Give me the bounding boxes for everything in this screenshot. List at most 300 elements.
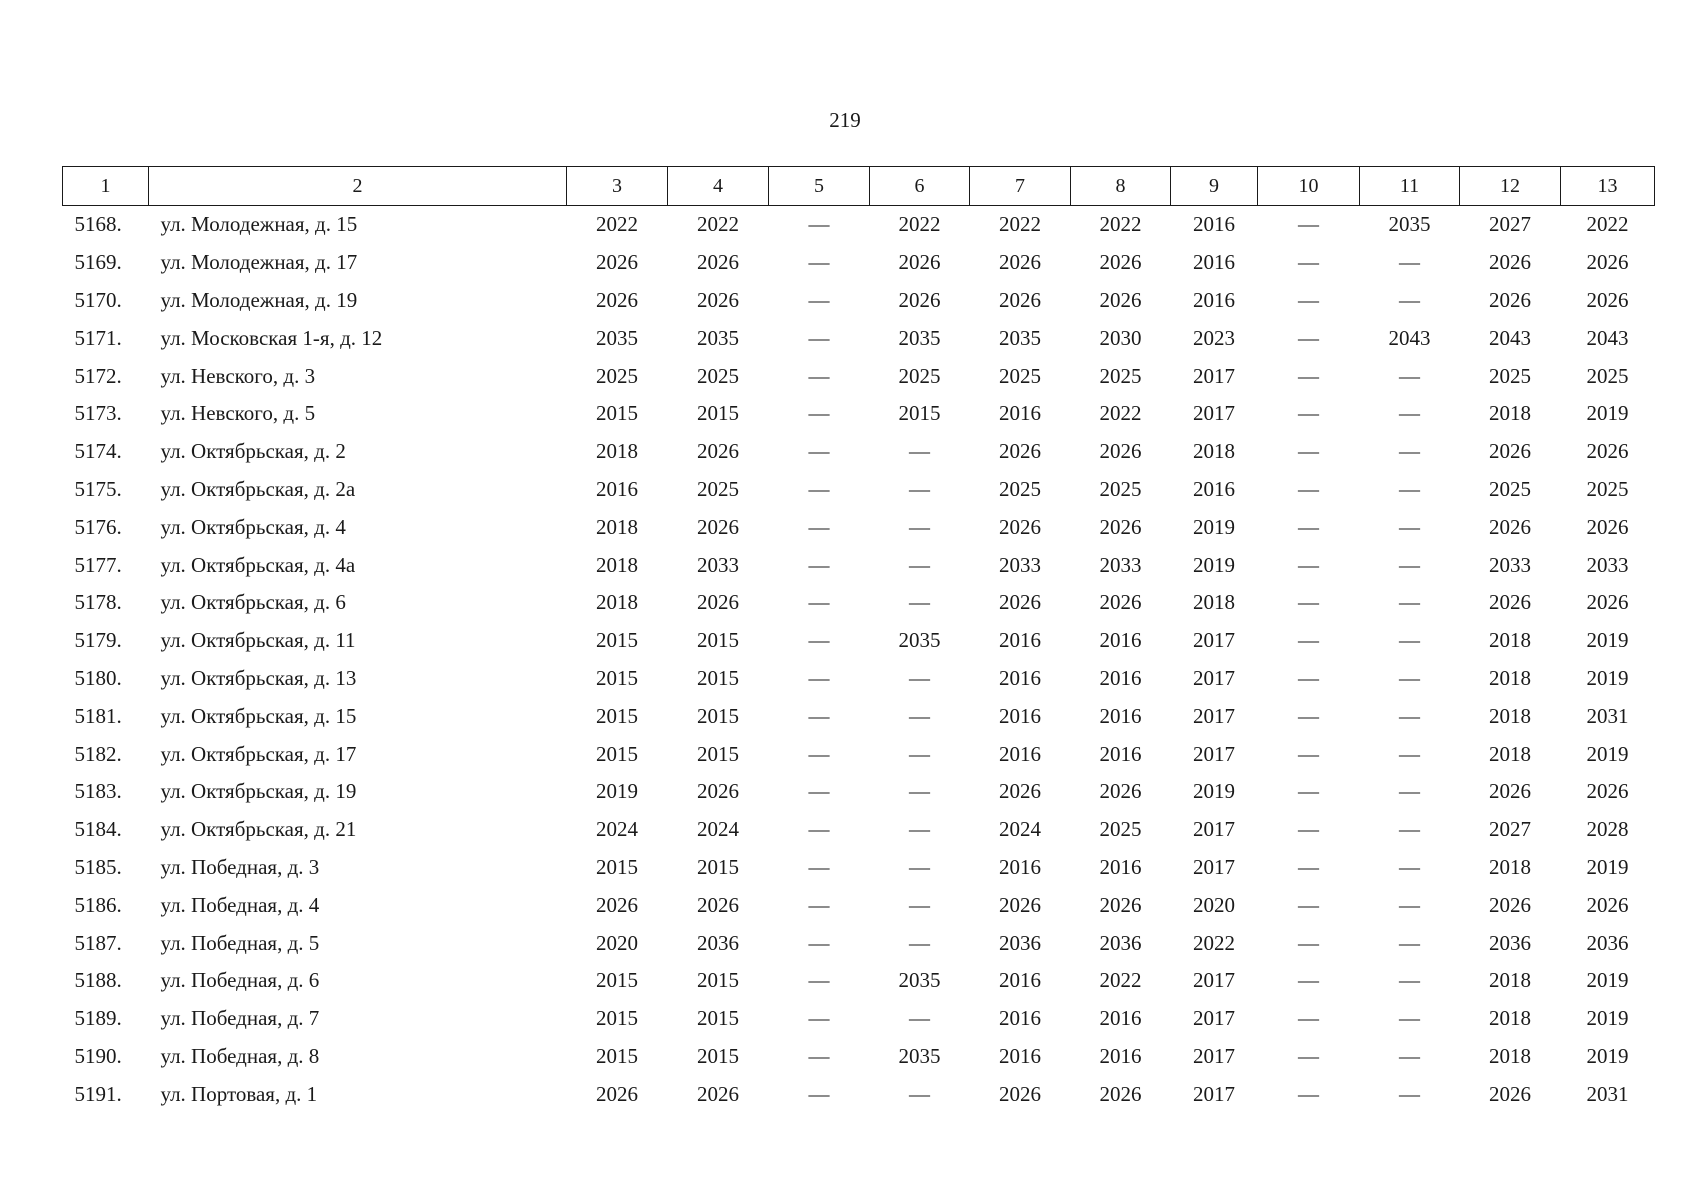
year-cell-col-12: 2025 xyxy=(1489,476,1531,501)
table-row xyxy=(63,508,1655,546)
year-cell-col-12: 2018 xyxy=(1489,401,1531,426)
year-cell-col-3: 2018 xyxy=(596,439,638,464)
year-cell-col-11: — xyxy=(1399,1006,1420,1031)
year-cell-col-6: — xyxy=(909,892,930,917)
year-cell-col-7: 2016 xyxy=(999,741,1041,766)
year-cell-col-6: — xyxy=(909,476,930,501)
year-cell-col-12: 2018 xyxy=(1489,703,1531,728)
year-cell-col-3: 2026 xyxy=(596,892,638,917)
year-cell-col-12: 2018 xyxy=(1489,741,1531,766)
year-cell-col-9: 2019 xyxy=(1193,514,1235,539)
row-number-cell: 5168. xyxy=(74,212,122,237)
year-cell-col-9: 2017 xyxy=(1193,1006,1235,1031)
year-cell-col-10: — xyxy=(1298,212,1319,237)
year-cell-col-4: 2015 xyxy=(697,1006,739,1031)
year-cell-col-6: — xyxy=(909,703,930,728)
row-number-cell: 5175. xyxy=(74,476,122,501)
year-cell-col-3: 2015 xyxy=(596,741,638,766)
year-cell-col-3: 2015 xyxy=(596,854,638,879)
year-cell-col-8: 2016 xyxy=(1099,741,1142,766)
year-cell-col-3: 2019 xyxy=(596,779,638,804)
year-cell-col-3: 2015 xyxy=(596,703,638,728)
column-header-2: 2 xyxy=(149,167,567,206)
year-cell-col-12: 2043 xyxy=(1489,325,1531,350)
row-number-cell: 5179. xyxy=(74,628,122,653)
year-cell-col-5: — xyxy=(808,590,830,615)
year-cell-col-3: 2016 xyxy=(596,476,638,501)
year-cell-col-7: 2035 xyxy=(999,325,1041,350)
address-cell: ул. Октябрьская, д. 15 xyxy=(160,703,357,728)
row-number-cell: 5190. xyxy=(74,1043,122,1068)
address-cell: ул. Невского, д. 5 xyxy=(160,401,316,426)
row-number-cell: 5174. xyxy=(74,439,122,464)
table-row xyxy=(63,206,1655,244)
table-header xyxy=(63,167,1655,206)
year-cell-col-12: 2026 xyxy=(1489,250,1531,275)
year-cell-col-12: 2026 xyxy=(1489,590,1531,615)
year-cell-col-7: 2016 xyxy=(999,1043,1041,1068)
year-cell-col-12: 2033 xyxy=(1489,552,1531,577)
year-cell-col-7: 2026 xyxy=(999,287,1041,312)
year-cell-col-7: 2016 xyxy=(999,968,1041,993)
address-cell: ул. Портовая, д. 1 xyxy=(160,1081,318,1106)
year-cell-col-8: 2026 xyxy=(1099,250,1142,275)
row-number-cell: 5188. xyxy=(74,968,122,993)
year-cell-col-10: — xyxy=(1298,439,1319,464)
year-cell-col-6: 2035 xyxy=(898,325,941,350)
year-cell-col-11: — xyxy=(1399,439,1420,464)
table-row xyxy=(63,811,1655,849)
year-cell-col-4: 2024 xyxy=(697,817,739,842)
year-cell-col-9: 2019 xyxy=(1193,779,1235,804)
address-cell: ул. Невского, д. 3 xyxy=(160,363,316,388)
year-cell-col-11: 2035 xyxy=(1388,212,1431,237)
year-cell-col-7: 2026 xyxy=(999,1081,1041,1106)
year-cell-col-10: — xyxy=(1298,363,1319,388)
year-cell-col-13: 2025 xyxy=(1586,363,1629,388)
year-cell-col-9: 2023 xyxy=(1193,325,1235,350)
address-cell: ул. Московская 1-я, д. 12 xyxy=(160,325,383,350)
address-cell: ул. Октябрьская, д. 2 xyxy=(160,439,346,464)
row-number-cell: 5184. xyxy=(74,817,122,842)
column-header-1: 1 xyxy=(63,167,149,206)
year-cell-col-11: 2043 xyxy=(1388,325,1431,350)
year-cell-col-7: 2016 xyxy=(999,854,1041,879)
row-number-cell: 5187. xyxy=(74,930,122,955)
year-cell-col-13: 2031 xyxy=(1586,703,1629,728)
table-row xyxy=(63,886,1655,924)
year-cell-col-6: — xyxy=(909,514,930,539)
year-cell-col-5: — xyxy=(808,1006,830,1031)
row-number-cell: 5181. xyxy=(74,703,122,728)
address-cell: ул. Молодежная, д. 17 xyxy=(160,250,358,275)
table-row xyxy=(63,660,1655,698)
year-cell-col-9: 2017 xyxy=(1193,1081,1235,1106)
year-cell-col-10: — xyxy=(1298,590,1319,615)
year-cell-col-12: 2018 xyxy=(1489,968,1531,993)
year-cell-col-10: — xyxy=(1298,817,1319,842)
year-cell-col-5: — xyxy=(808,779,830,804)
year-cell-col-13: 2026 xyxy=(1586,892,1629,917)
year-cell-col-3: 2022 xyxy=(596,212,638,237)
column-header-5: 5 xyxy=(769,167,870,206)
year-cell-col-13: 2019 xyxy=(1586,401,1629,426)
year-cell-col-4: 2022 xyxy=(697,212,739,237)
year-cell-col-4: 2026 xyxy=(697,1081,739,1106)
year-cell-col-5: — xyxy=(808,628,830,653)
year-cell-col-6: — xyxy=(909,779,930,804)
table-row xyxy=(63,735,1655,773)
address-cell: ул. Победная, д. 4 xyxy=(160,892,320,917)
year-cell-col-6: — xyxy=(909,439,930,464)
year-cell-col-7: 2016 xyxy=(999,401,1041,426)
year-cell-col-3: 2018 xyxy=(596,514,638,539)
column-header-13: 13 xyxy=(1561,167,1655,206)
year-cell-col-3: 2026 xyxy=(596,250,638,275)
table-row xyxy=(63,546,1655,584)
year-cell-col-10: — xyxy=(1298,779,1319,804)
year-cell-col-5: — xyxy=(808,703,830,728)
year-cell-col-3: 2015 xyxy=(596,1006,638,1031)
year-cell-col-4: 2026 xyxy=(697,590,739,615)
row-number-cell: 5169. xyxy=(74,250,122,275)
year-cell-col-9: 2017 xyxy=(1193,401,1235,426)
year-cell-col-11: — xyxy=(1399,514,1420,539)
year-cell-col-3: 2026 xyxy=(596,1081,638,1106)
year-cell-col-12: 2018 xyxy=(1489,854,1531,879)
year-cell-col-11: — xyxy=(1399,892,1420,917)
year-cell-col-3: 2024 xyxy=(596,817,638,842)
year-cell-col-8: 2022 xyxy=(1099,212,1142,237)
year-cell-col-12: 2026 xyxy=(1489,514,1531,539)
row-number-cell: 5176. xyxy=(74,514,122,539)
year-cell-col-5: — xyxy=(808,363,830,388)
year-cell-col-12: 2026 xyxy=(1489,439,1531,464)
year-cell-col-9: 2017 xyxy=(1193,363,1235,388)
year-cell-col-11: — xyxy=(1399,854,1420,879)
year-cell-col-6: — xyxy=(909,854,930,879)
address-cell: ул. Молодежная, д. 19 xyxy=(160,287,358,312)
year-cell-col-13: 2026 xyxy=(1586,779,1629,804)
year-cell-col-8: 2025 xyxy=(1099,476,1142,501)
year-cell-col-5: — xyxy=(808,325,830,350)
year-cell-col-4: 2026 xyxy=(697,439,739,464)
year-cell-col-6: 2035 xyxy=(898,968,941,993)
year-cell-col-13: 2026 xyxy=(1586,287,1629,312)
year-cell-col-12: 2036 xyxy=(1489,930,1531,955)
table-row xyxy=(63,622,1655,660)
year-cell-col-7: 2026 xyxy=(999,250,1041,275)
table-row xyxy=(63,849,1655,887)
table-row xyxy=(63,395,1655,433)
year-cell-col-9: 2017 xyxy=(1193,817,1235,842)
year-cell-col-10: — xyxy=(1298,325,1319,350)
year-cell-col-9: 2017 xyxy=(1193,1043,1235,1068)
year-cell-col-3: 2025 xyxy=(596,363,638,388)
address-cell: ул. Победная, д. 7 xyxy=(160,1006,320,1031)
year-cell-col-3: 2020 xyxy=(596,930,638,955)
row-number-cell: 5178. xyxy=(74,590,122,615)
column-header-10: 10 xyxy=(1258,167,1360,206)
year-cell-col-4: 2026 xyxy=(697,250,739,275)
year-cell-col-6: 2026 xyxy=(898,250,941,275)
table-row xyxy=(63,1038,1655,1076)
year-cell-col-9: 2017 xyxy=(1193,665,1235,690)
year-cell-col-6: 2022 xyxy=(898,212,941,237)
year-cell-col-7: 2025 xyxy=(999,363,1041,388)
year-cell-col-7: 2026 xyxy=(999,514,1041,539)
year-cell-col-5: — xyxy=(808,892,830,917)
year-cell-col-12: 2026 xyxy=(1489,779,1531,804)
year-cell-col-11: — xyxy=(1399,552,1420,577)
column-header-4: 4 xyxy=(668,167,769,206)
year-cell-col-3: 2018 xyxy=(596,552,638,577)
year-cell-col-6: — xyxy=(909,930,930,955)
year-cell-col-9: 2017 xyxy=(1193,854,1235,879)
year-cell-col-5: — xyxy=(808,287,830,312)
year-cell-col-13: 2025 xyxy=(1586,476,1629,501)
year-cell-col-8: 2026 xyxy=(1099,287,1142,312)
year-cell-col-9: 2017 xyxy=(1193,703,1235,728)
year-cell-col-7: 2024 xyxy=(999,817,1041,842)
year-cell-col-8: 2026 xyxy=(1099,439,1142,464)
year-cell-col-3: 2018 xyxy=(596,590,638,615)
year-cell-col-13: 2019 xyxy=(1586,854,1629,879)
year-cell-col-4: 2015 xyxy=(697,401,739,426)
year-cell-col-9: 2022 xyxy=(1193,930,1235,955)
year-cell-col-6: — xyxy=(909,665,930,690)
year-cell-col-9: 2018 xyxy=(1193,439,1235,464)
year-cell-col-11: — xyxy=(1399,476,1420,501)
address-cell: ул. Октябрьская, д. 21 xyxy=(160,817,357,842)
year-cell-col-11: — xyxy=(1399,363,1420,388)
table-row xyxy=(63,357,1655,395)
year-cell-col-7: 2016 xyxy=(999,1006,1041,1031)
year-cell-col-7: 2022 xyxy=(999,212,1041,237)
year-cell-col-8: 2033 xyxy=(1099,552,1142,577)
header-row xyxy=(63,167,1655,206)
year-cell-col-8: 2016 xyxy=(1099,628,1142,653)
year-cell-col-13: 2019 xyxy=(1586,628,1629,653)
row-number-cell: 5172. xyxy=(74,363,122,388)
year-cell-col-8: 2026 xyxy=(1099,779,1142,804)
year-cell-col-10: — xyxy=(1298,854,1319,879)
address-cell: ул. Октябрьская, д. 11 xyxy=(160,628,356,653)
year-cell-col-3: 2026 xyxy=(596,287,638,312)
year-cell-col-3: 2015 xyxy=(596,665,638,690)
year-cell-col-12: 2027 xyxy=(1489,817,1531,842)
year-cell-col-12: 2018 xyxy=(1489,1043,1531,1068)
year-cell-col-11: — xyxy=(1399,817,1420,842)
year-cell-col-9: 2016 xyxy=(1193,287,1235,312)
address-cell: ул. Октябрьская, д. 4а xyxy=(160,552,356,577)
year-cell-col-6: 2026 xyxy=(898,287,941,312)
year-cell-col-10: — xyxy=(1298,1081,1319,1106)
table-row xyxy=(63,962,1655,1000)
year-cell-col-9: 2016 xyxy=(1193,476,1235,501)
table-row xyxy=(63,697,1655,735)
year-cell-col-11: — xyxy=(1399,590,1420,615)
year-cell-col-12: 2026 xyxy=(1489,1081,1531,1106)
year-cell-col-7: 2016 xyxy=(999,628,1041,653)
year-cell-col-10: — xyxy=(1298,703,1319,728)
year-cell-col-5: — xyxy=(808,212,830,237)
year-cell-col-5: — xyxy=(808,250,830,275)
year-cell-col-7: 2016 xyxy=(999,665,1041,690)
year-cell-col-3: 2035 xyxy=(596,325,638,350)
year-cell-col-10: — xyxy=(1298,401,1319,426)
table-row xyxy=(63,773,1655,811)
year-cell-col-13: 2026 xyxy=(1586,590,1629,615)
year-cell-col-6: — xyxy=(909,1006,930,1031)
table-row xyxy=(63,1075,1655,1113)
address-cell: ул. Октябрьская, д. 17 xyxy=(160,741,357,766)
year-cell-col-5: — xyxy=(808,439,830,464)
year-cell-col-10: — xyxy=(1298,287,1319,312)
year-cell-col-3: 2015 xyxy=(596,628,638,653)
year-cell-col-11: — xyxy=(1399,930,1420,955)
table-row xyxy=(63,244,1655,282)
year-cell-col-4: 2015 xyxy=(697,703,739,728)
year-cell-col-5: — xyxy=(808,401,830,426)
year-cell-col-6: — xyxy=(909,1081,930,1106)
year-cell-col-10: — xyxy=(1298,892,1319,917)
year-cell-col-3: 2015 xyxy=(596,401,638,426)
year-cell-col-11: — xyxy=(1399,250,1420,275)
column-header-9: 9 xyxy=(1171,167,1258,206)
year-cell-col-8: 2025 xyxy=(1099,817,1142,842)
year-cell-col-5: — xyxy=(808,854,830,879)
column-header-12: 12 xyxy=(1460,167,1561,206)
year-cell-col-10: — xyxy=(1298,930,1319,955)
year-cell-col-8: 2025 xyxy=(1099,363,1142,388)
address-cell: ул. Октябрьская, д. 2а xyxy=(160,476,356,501)
year-cell-col-4: 2026 xyxy=(697,892,739,917)
year-cell-col-8: 2036 xyxy=(1099,930,1142,955)
year-cell-col-8: 2026 xyxy=(1099,514,1142,539)
year-cell-col-4: 2015 xyxy=(697,854,739,879)
year-cell-col-9: 2017 xyxy=(1193,628,1235,653)
year-cell-col-4: 2025 xyxy=(697,363,739,388)
year-cell-col-4: 2025 xyxy=(697,476,739,501)
year-cell-col-4: 2035 xyxy=(697,325,739,350)
row-number-cell: 5182. xyxy=(74,741,122,766)
address-cell: ул. Октябрьская, д. 19 xyxy=(160,779,357,804)
year-cell-col-10: — xyxy=(1298,476,1319,501)
year-cell-col-8: 2016 xyxy=(1099,1043,1142,1068)
year-cell-col-7: 2026 xyxy=(999,892,1041,917)
column-header-6: 6 xyxy=(870,167,970,206)
row-number-cell: 5185. xyxy=(74,854,122,879)
year-cell-col-11: — xyxy=(1399,703,1420,728)
year-cell-col-9: 2017 xyxy=(1193,968,1235,993)
row-number-cell: 5171. xyxy=(74,325,122,350)
year-cell-col-8: 2026 xyxy=(1099,892,1142,917)
row-number-cell: 5191. xyxy=(74,1081,122,1106)
address-cell: ул. Победная, д. 5 xyxy=(160,930,320,955)
row-number-cell: 5186. xyxy=(74,892,122,917)
table-body xyxy=(63,206,1655,1114)
year-cell-col-10: — xyxy=(1298,968,1319,993)
year-cell-col-12: 2018 xyxy=(1489,1006,1531,1031)
year-cell-col-4: 2036 xyxy=(697,930,739,955)
year-cell-col-11: — xyxy=(1399,287,1420,312)
year-cell-col-6: — xyxy=(909,552,930,577)
year-cell-col-8: 2030 xyxy=(1099,325,1142,350)
year-cell-col-13: 2019 xyxy=(1586,968,1629,993)
year-cell-col-5: — xyxy=(808,1081,830,1106)
table-row xyxy=(63,471,1655,509)
column-header-11: 11 xyxy=(1360,167,1460,206)
address-cell: ул. Октябрьская, д. 4 xyxy=(160,514,346,539)
column-header-3: 3 xyxy=(567,167,668,206)
table-row xyxy=(63,584,1655,622)
year-cell-col-3: 2015 xyxy=(596,968,638,993)
year-cell-col-9: 2018 xyxy=(1193,590,1235,615)
year-cell-col-13: 2026 xyxy=(1586,250,1629,275)
year-cell-col-13: 2036 xyxy=(1586,930,1629,955)
year-cell-col-11: — xyxy=(1399,628,1420,653)
year-cell-col-9: 2019 xyxy=(1193,552,1235,577)
year-cell-col-5: — xyxy=(808,930,830,955)
year-cell-col-6: 2015 xyxy=(898,401,941,426)
year-cell-col-8: 2026 xyxy=(1099,1081,1142,1106)
year-cell-col-6: — xyxy=(909,741,930,766)
year-cell-col-8: 2016 xyxy=(1099,854,1142,879)
year-cell-col-13: 2019 xyxy=(1586,741,1629,766)
year-cell-col-7: 2026 xyxy=(999,779,1041,804)
page-number: 219 xyxy=(829,108,861,132)
year-cell-col-5: — xyxy=(808,741,830,766)
table-row xyxy=(63,282,1655,320)
year-cell-col-11: — xyxy=(1399,741,1420,766)
year-cell-col-8: 2016 xyxy=(1099,703,1142,728)
year-cell-col-4: 2015 xyxy=(697,628,739,653)
year-cell-col-11: — xyxy=(1399,401,1420,426)
year-cell-col-9: 2017 xyxy=(1193,741,1235,766)
year-cell-col-10: — xyxy=(1298,552,1319,577)
year-cell-col-6: 2035 xyxy=(898,628,941,653)
table-row xyxy=(63,1000,1655,1038)
year-cell-col-12: 2018 xyxy=(1489,665,1531,690)
year-cell-col-9: 2020 xyxy=(1193,892,1235,917)
year-cell-col-13: 2028 xyxy=(1586,817,1629,842)
year-cell-col-13: 2026 xyxy=(1586,514,1629,539)
year-cell-col-8: 2022 xyxy=(1099,401,1142,426)
year-cell-col-9: 2016 xyxy=(1193,212,1235,237)
row-number-cell: 5177. xyxy=(74,552,122,577)
year-cell-col-4: 2015 xyxy=(697,968,739,993)
year-cell-col-11: — xyxy=(1399,1043,1420,1068)
year-cell-col-11: — xyxy=(1399,1081,1420,1106)
year-cell-col-10: — xyxy=(1298,665,1319,690)
address-cell: ул. Молодежная, д. 15 xyxy=(160,212,358,237)
table-row xyxy=(63,319,1655,357)
year-cell-col-8: 2022 xyxy=(1099,968,1142,993)
column-header-8: 8 xyxy=(1071,167,1171,206)
year-cell-col-7: 2016 xyxy=(999,703,1041,728)
year-cell-col-10: — xyxy=(1298,1043,1319,1068)
year-cell-col-5: — xyxy=(808,552,830,577)
row-number-cell: 5173. xyxy=(74,401,122,426)
year-cell-col-5: — xyxy=(808,665,830,690)
year-cell-col-12: 2026 xyxy=(1489,892,1531,917)
column-header-7: 7 xyxy=(970,167,1071,206)
year-cell-col-12: 2018 xyxy=(1489,628,1531,653)
year-cell-col-4: 2015 xyxy=(697,741,739,766)
schedule-table xyxy=(62,166,1655,1113)
year-cell-col-10: — xyxy=(1298,628,1319,653)
